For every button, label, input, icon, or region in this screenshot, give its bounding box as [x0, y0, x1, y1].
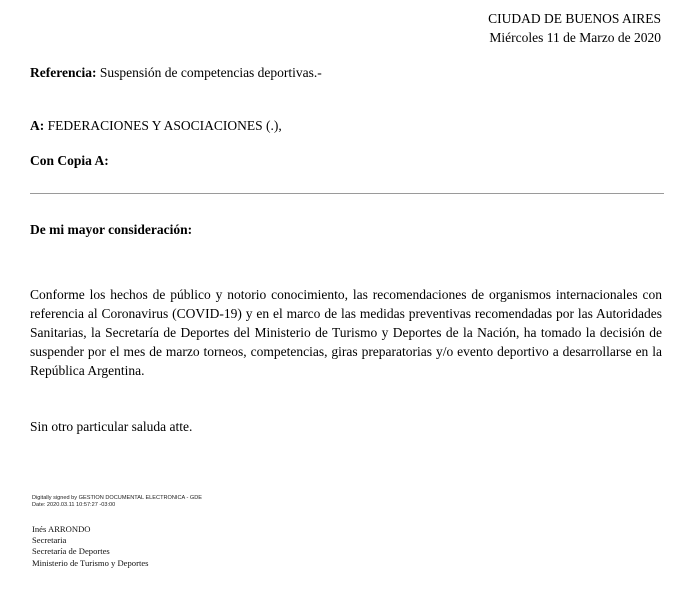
reference-line — [30, 64, 322, 82]
digital-signature-stamp — [32, 495, 202, 509]
signatory-office: Secretaría de Deportes — [32, 546, 110, 557]
reference-text: Suspensión de competencias deportivas.- — [96, 65, 322, 80]
document-header — [488, 9, 661, 47]
digital-signature-signer: Digitally signed by GESTION DOCUMENTAL ELECTRONICA - GDE — [32, 495, 203, 501]
digital-signature-date: Date: 2020.03.11 10:57:27 -03:00 — [32, 502, 116, 508]
recipient-label: A: — [30, 118, 45, 133]
recipient-text: FEDERACIONES Y ASOCIACIONES (.), — [44, 118, 282, 133]
signatory-ministry: Ministerio de Turismo y Deportes — [32, 557, 149, 568]
salutation: De mi mayor consideración: — [30, 222, 193, 237]
copy-to-line — [30, 152, 109, 170]
copy-to-label: Con Copia A: — [30, 153, 109, 168]
signatory-name: Inés ARRONDO — [32, 524, 91, 534]
header-date: Miércoles 11 de Marzo de 2020 — [489, 30, 661, 45]
reference-label: Referencia: — [30, 65, 97, 80]
signatory-block — [32, 524, 149, 569]
recipient-line — [30, 117, 282, 135]
body-paragraph: Conforme los hechos de público y notorio conocimiento, las recomendaciones de organismos internacionales con referencia al Coronavirus (COVID-19) y en el marco de las medidas preventivas recomendadas por las Autoridades Sanitarias, la Secretaría de Deportes del Ministerio de Turismo y Deportes de la Nación, ha tomado la decisión de suspender por el mes de marzo torneos, competencias, giras preparatorias y/o evento deportivo a desarrollarse en la República Argentina. — [30, 287, 662, 378]
header-city: CIUDAD DE BUENOS AIRES — [488, 11, 661, 26]
header-divider — [30, 193, 664, 194]
signatory-role: Secretaria — [32, 535, 67, 546]
closing-line: Sin otro particular saluda atte. — [30, 419, 193, 434]
